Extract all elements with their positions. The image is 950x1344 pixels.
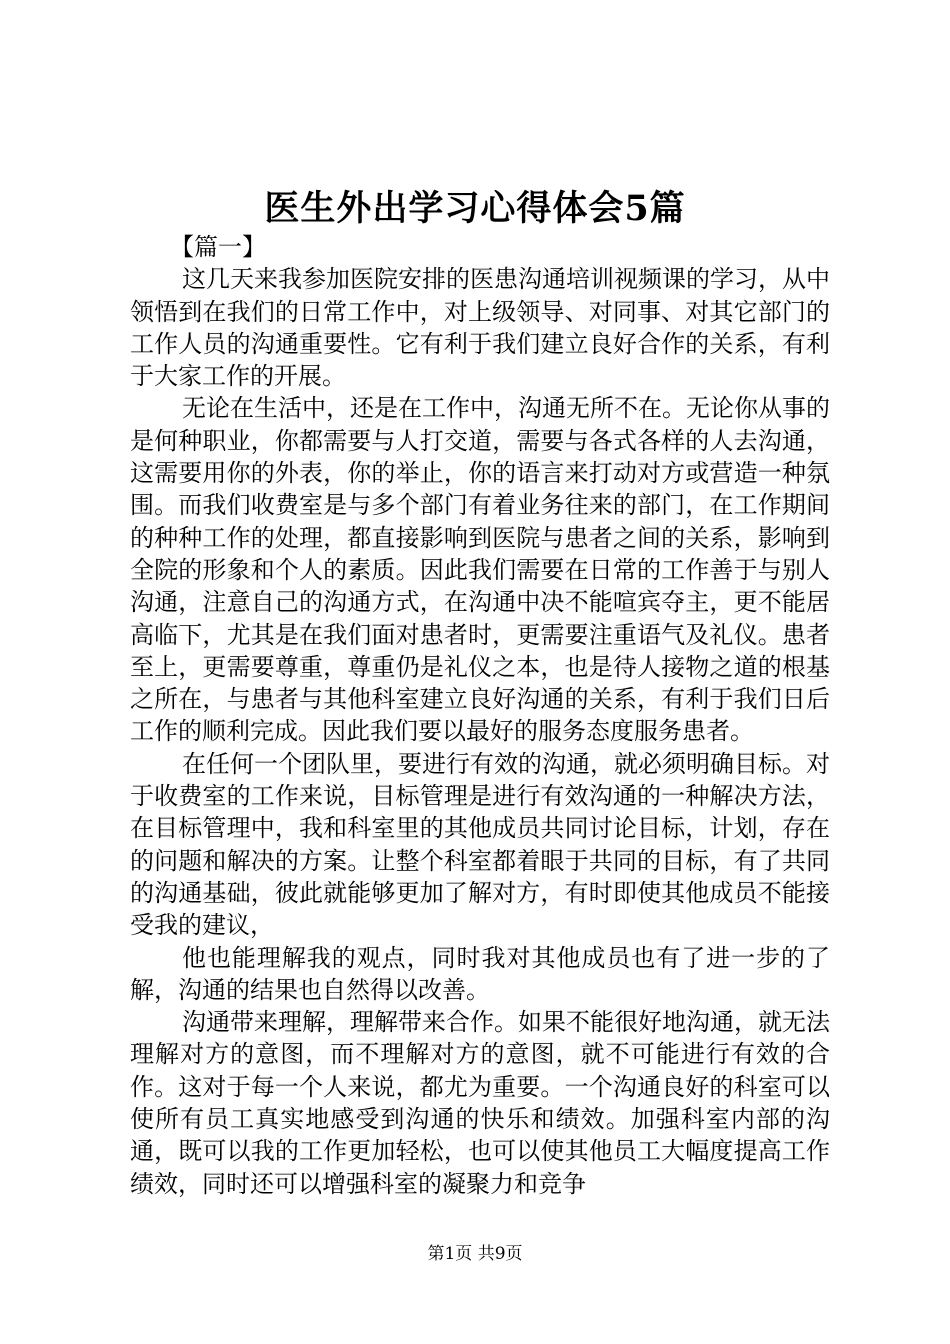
paragraph-2: 无论在生活中，还是在工作中，沟通无所不在。无论你从事的是何种职业，你都需要与人打交道，需要与各式各样的人去沟通，这需要用你的外表，你的举止，你的语言来打动对方或营造一种氛围。而我们收费室是与多个部门有着业务往来的部门，在工作期间的种种工作的处理，都直接影响到医院与患者之间的关系，影响到全院的形象和个人的素质。因此我们需要在日常的工作善于与别人沟通，注意自己的沟通方式，在沟通中决不能喧宾夺主，更不能居高临下，尤其是在我们面对患者时，更需要注重语气及礼仪。患者至上，更需要尊重，尊重仍是礼仪之本，也是待人接物之道的根基之所在，与患者与其他科室建立良好沟通的关系，有利于我们日后工作的顺利完成。因此我们要以最好的服务态度服务患者。 xyxy=(130,394,830,746)
paragraph-3: 在任何一个团队里，要进行有效的沟通，就必须明确目标。对于收费室的工作来说，目标管理是进行有效沟通的一种解决方法，在目标管理中，我和科室里的其他成员共同讨论目标，计划，存在的问题和解决的方案。让整个科室都着眼于共同的目标，有了共同的沟通基础，彼此就能够更加了解对方，有时即使其他成员不能接受我的建议， xyxy=(130,749,830,940)
page-footer: 第1页 共9页 xyxy=(427,1244,523,1264)
document-title: 医生外出学习心得体会5篇 xyxy=(264,188,686,229)
document-body xyxy=(130,231,830,1200)
section-label: 【篇一】 xyxy=(170,233,266,261)
paragraph-5: 沟通带来理解，理解带来合作。如果不能很好地沟通，就无法理解对方的意图，而不理解对方的意图，就不可能进行有效的合作。这对于每一个人来说，都尤为重要。一个沟通良好的科室可以使所有员工真实地感受到沟通的快乐和绩效。加强科室内部的沟通，既可以我的工作更加轻松，也可以使其他员工大幅度提高工作绩效，同时还可以增强科室的凝聚力和竞争 xyxy=(130,1008,830,1198)
paragraph-4: 他也能理解我的观点，同时我对其他成员也有了进一步的了解，沟通的结果也自然得以改善。 xyxy=(130,943,830,1004)
paragraph-1: 这几天来我参加医院安排的医患沟通培训视频课的学习，从中领悟到在我们的日常工作中，对上级领导、对同事、对其它部门的工作人员的沟通重要性。它有利于我们建立良好合作的关系，有利于大家工作的开展。 xyxy=(130,265,830,391)
